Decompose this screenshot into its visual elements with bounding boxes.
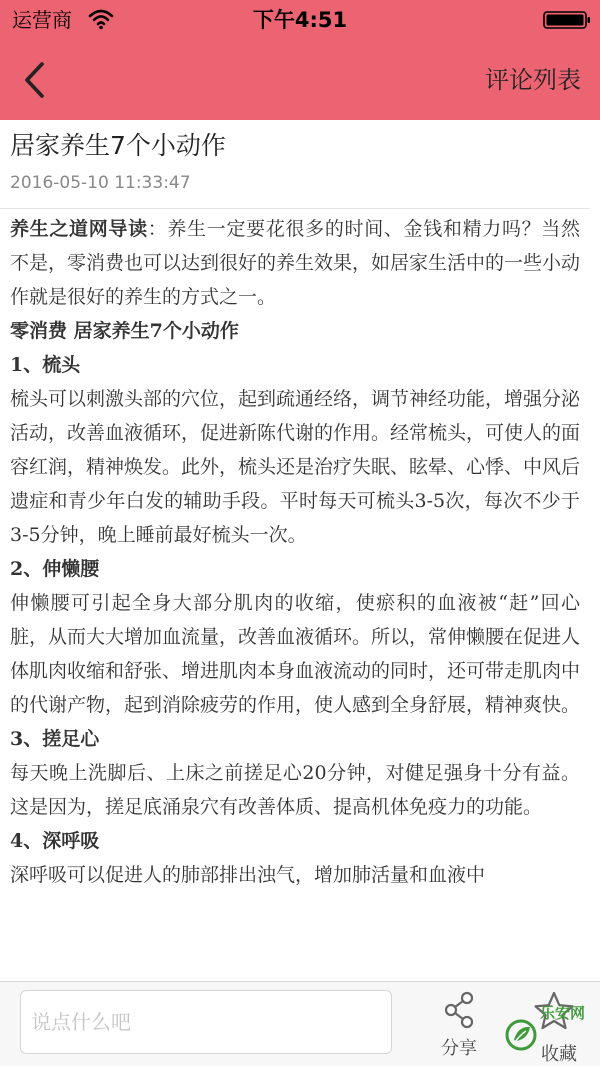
article-datetime: 2016-05-10 11:33:47 <box>10 173 191 193</box>
back-button[interactable] <box>14 56 54 104</box>
carrier-label: 运营商 <box>12 8 72 32</box>
section-heading: 1、梳头 <box>10 354 81 376</box>
battery-icon <box>543 11 591 29</box>
article-title: 居家养生7个小动作 <box>10 131 226 160</box>
intro-paragraph <box>10 212 580 314</box>
share-label: 分享 <box>441 1038 477 1059</box>
nav-bar <box>0 40 600 120</box>
clock: 下午4:51 <box>252 8 348 32</box>
section-body: 深呼吸可以促进人的肺部排出浊气，增加肺活量和血液中 <box>10 864 486 886</box>
section-body: 每天晚上洗脚后、上床之前搓足心20分钟，对健足强身十分有益。这是因为，搓足底涌泉穴有改善体质、提高机体免疫力的功能。 <box>10 762 580 818</box>
section-body: 梳头可以刺激头部的穴位，起到疏通经络，调节神经功能，增强分泌活动，改善血液循环，促进新陈代谢的作用。经常梳头，可使人的面容红润，精神焕发。此外，梳头还是治疗失眠、眩晕、心悸、中风后遗症和青少年白发的辅助手段。平时每天可梳头3-5次，每次不少于3-5分钟，晚上睡前最好梳头一次。 <box>10 388 580 546</box>
intro-label: 养生之道网导读 <box>10 218 148 240</box>
article-subtitle: 零消费 居家养生7个小动作 <box>10 320 239 342</box>
favorite-label: 收藏 <box>541 1044 577 1065</box>
watermark-text: 乐安网 <box>540 1004 586 1022</box>
comment-list-button[interactable]: 评论列表 <box>485 66 581 94</box>
chevron-left-icon <box>14 56 54 104</box>
status-bar <box>0 0 600 40</box>
intro-text: ：养生一定要花很多的时间、金钱和精力吗？当然不是，零消费也可以达到很好的养生效果，如居家生活中的一些小动作就是很好的养生的方式之一。 <box>10 218 580 308</box>
share-button[interactable] <box>428 988 490 1062</box>
share-icon <box>442 990 476 1030</box>
watermark <box>504 998 596 1058</box>
header <box>0 0 600 120</box>
leaf-logo-icon <box>504 1018 538 1052</box>
section-heading: 3、搓足心 <box>10 728 100 750</box>
article-content[interactable] <box>10 212 580 980</box>
divider <box>0 208 590 209</box>
section-body: 伸懒腰可引起全身大部分肌肉的收缩，使瘀积的血液被“赶”回心脏，从而大大增加血流量，改善血液循环。所以，常伸懒腰在促进人体肌肉收缩和舒张、增进肌肉本身血液流动的同时，还可带走肌肉中的代谢产物，起到消除疲劳的作用，使人感到全身舒展，精神爽快。 <box>10 592 580 716</box>
section-heading: 4、深呼吸 <box>10 830 100 852</box>
comment-input[interactable] <box>20 990 392 1054</box>
section-heading: 2、伸懒腰 <box>10 558 100 580</box>
